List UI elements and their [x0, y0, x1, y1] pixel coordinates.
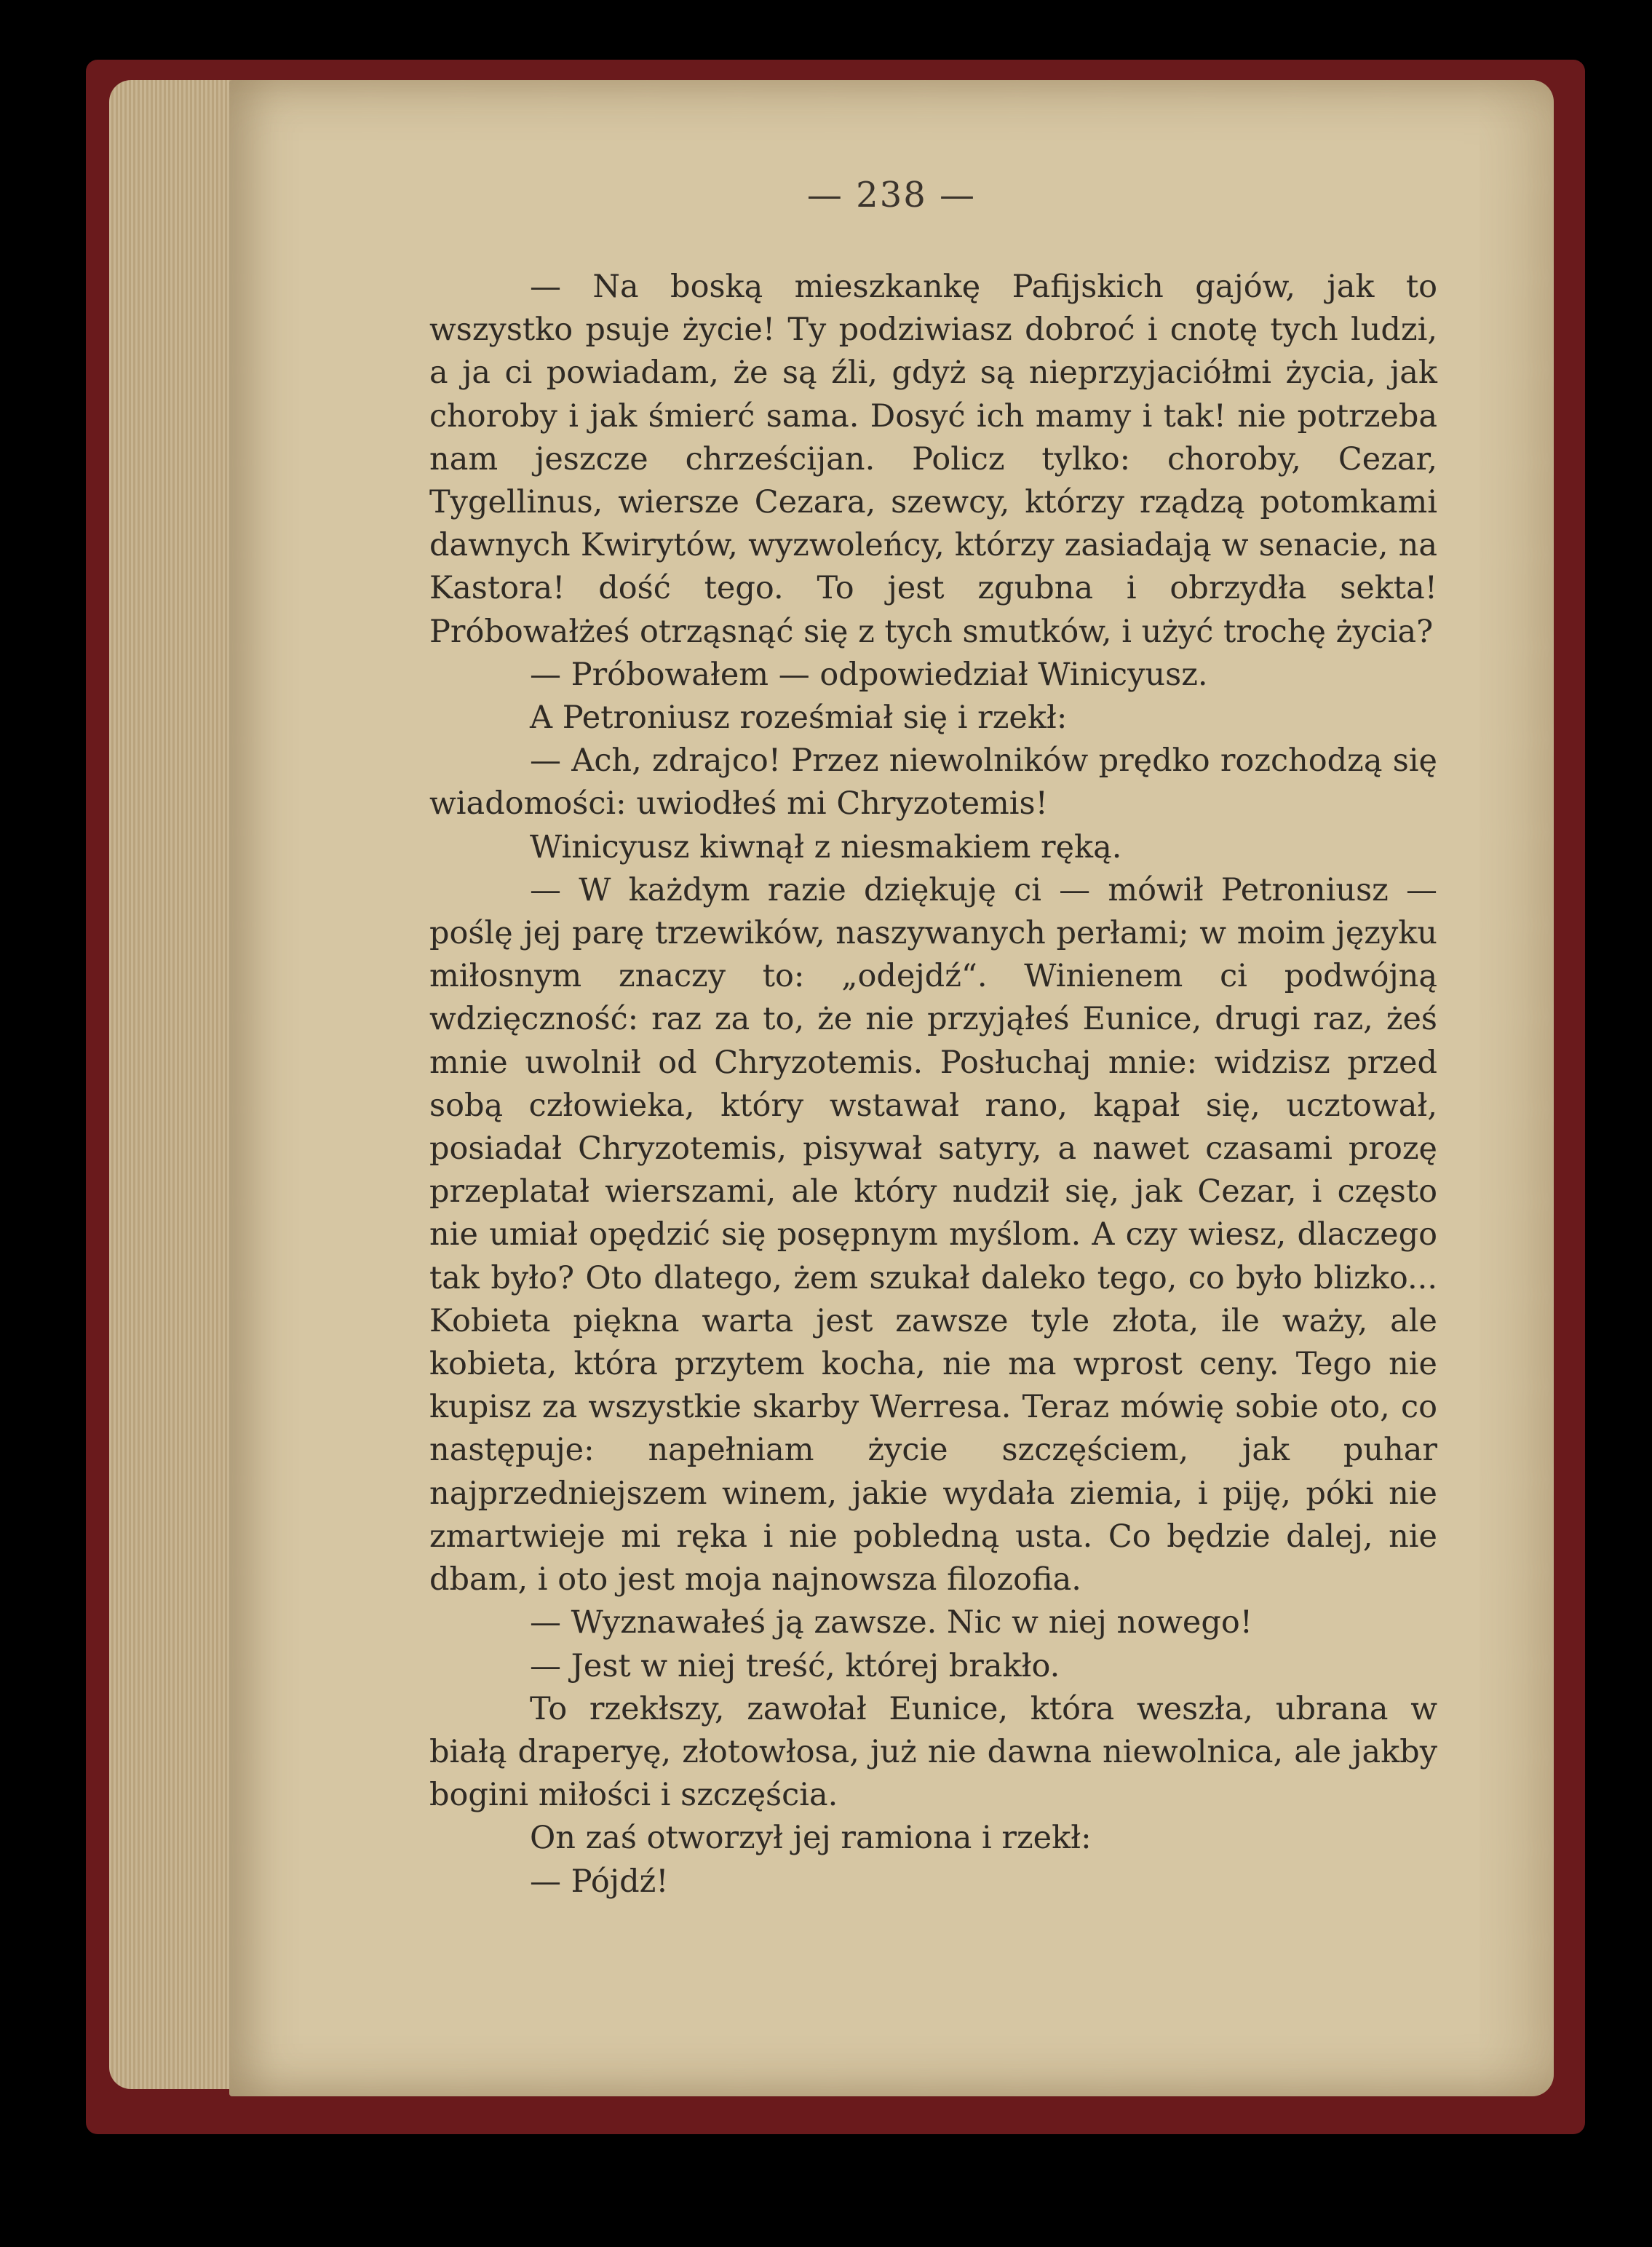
paragraph: — W każdym razie dziękuję ci — mówił Petroniusz — poślę jej parę trzewików, naszywanych perłami; w moim języku miłosnym znaczy to: „odejdź“. Winienem ci podwójną wdzięczność: raz za to, że nie przyjąłeś Eunice, drugi raz, żeś mnie uwolnił od Chryzotemis. Posłuchaj mnie: widzisz przed sobą człowieka, który wstawał rano, kąpał się, ucztował, posiadał Chryzotemis, pisywał satyry, a nawet czasami prozę przeplatał wierszami, ale który nudził się, jak Cezar, i często nie umiał opędzić się posępnym myślom. A czy wiesz, dlaczego tak było? Oto dlatego, żem szukał daleko tego, co było blizko... Kobieta piękna warta jest zawsze tyle złota, ile waży, ale kobieta, która przytem kocha, nie ma wprost ceny. Tego nie kupisz za wszystkie skarby Werresa. Teraz mówię sobie oto, co następuje: napełniam życie szczęściem, jak puhar najprzedniejszem winem, jakie wydała ziemia, i piję, póki nie zmartwieje mi ręka i nie pobledną usta. Co będzie dalej, nie dbam, i oto jest moja najnowsza filozofia.: [429, 871, 1437, 1598]
paragraph: — Pójdź!: [530, 1863, 669, 1900]
paragraph: A Petroniusz roześmiał się i rzekł:: [530, 700, 1068, 737]
paragraph: Winicyusz kiwnął z niesmakiem ręką.: [530, 828, 1122, 865]
paragraph: — Ach, zdrajco! Przez niewolników prędko rozchodzą się wiadomości: uwiodłeś mi Chryzotemis!: [429, 742, 1437, 823]
paragraph: — Na boską mieszkankę Pafijskich gajów, jak to wszystko psuje życie! Ty podziwiasz dobroć i cnotę tych ludzi, a ja ci powiadam, że są źli, gdyż są nieprzyjaciółmi życia, jak choroby i jak śmierć sama. Dosyć ich mamy i tak! nie potrzeba nam jeszcze chrześcijan. Policz tylko: choroby, Cezar, Tygellinus, wiersze Cezara, szewcy, którzy rządzą potomkami dawnych Kwirytów, wyzwoleńcy, którzy zasiadają w senacie, na Kastora! dość tego. To jest zgubna i obrzydła sekta! Próbowałżeś otrząsnąć się z tych smutków, i użyć trochę życia?: [429, 269, 1437, 650]
paragraph: — Próbowałem — odpowiedział Winicyusz.: [530, 656, 1208, 693]
book-page: [229, 80, 1554, 2096]
paragraph: — Jest w niej treść, której brakło.: [530, 1647, 1060, 1684]
paragraph: — Wyznawałeś ją zawsze. Nic w niej nowego!: [530, 1604, 1253, 1641]
paragraph: On zaś otworzył jej ramiona i rzekł:: [530, 1820, 1092, 1857]
page-number: — 238 —: [806, 175, 977, 215]
paragraph: To rzekłszy, zawołał Eunice, która weszła, ubrana w białą draperyę, złotowłosa, już nie dawna niewolnica, ale jakby bogini miłości i szczęścia.: [429, 1690, 1437, 1814]
page-text: [429, 266, 1437, 1903]
